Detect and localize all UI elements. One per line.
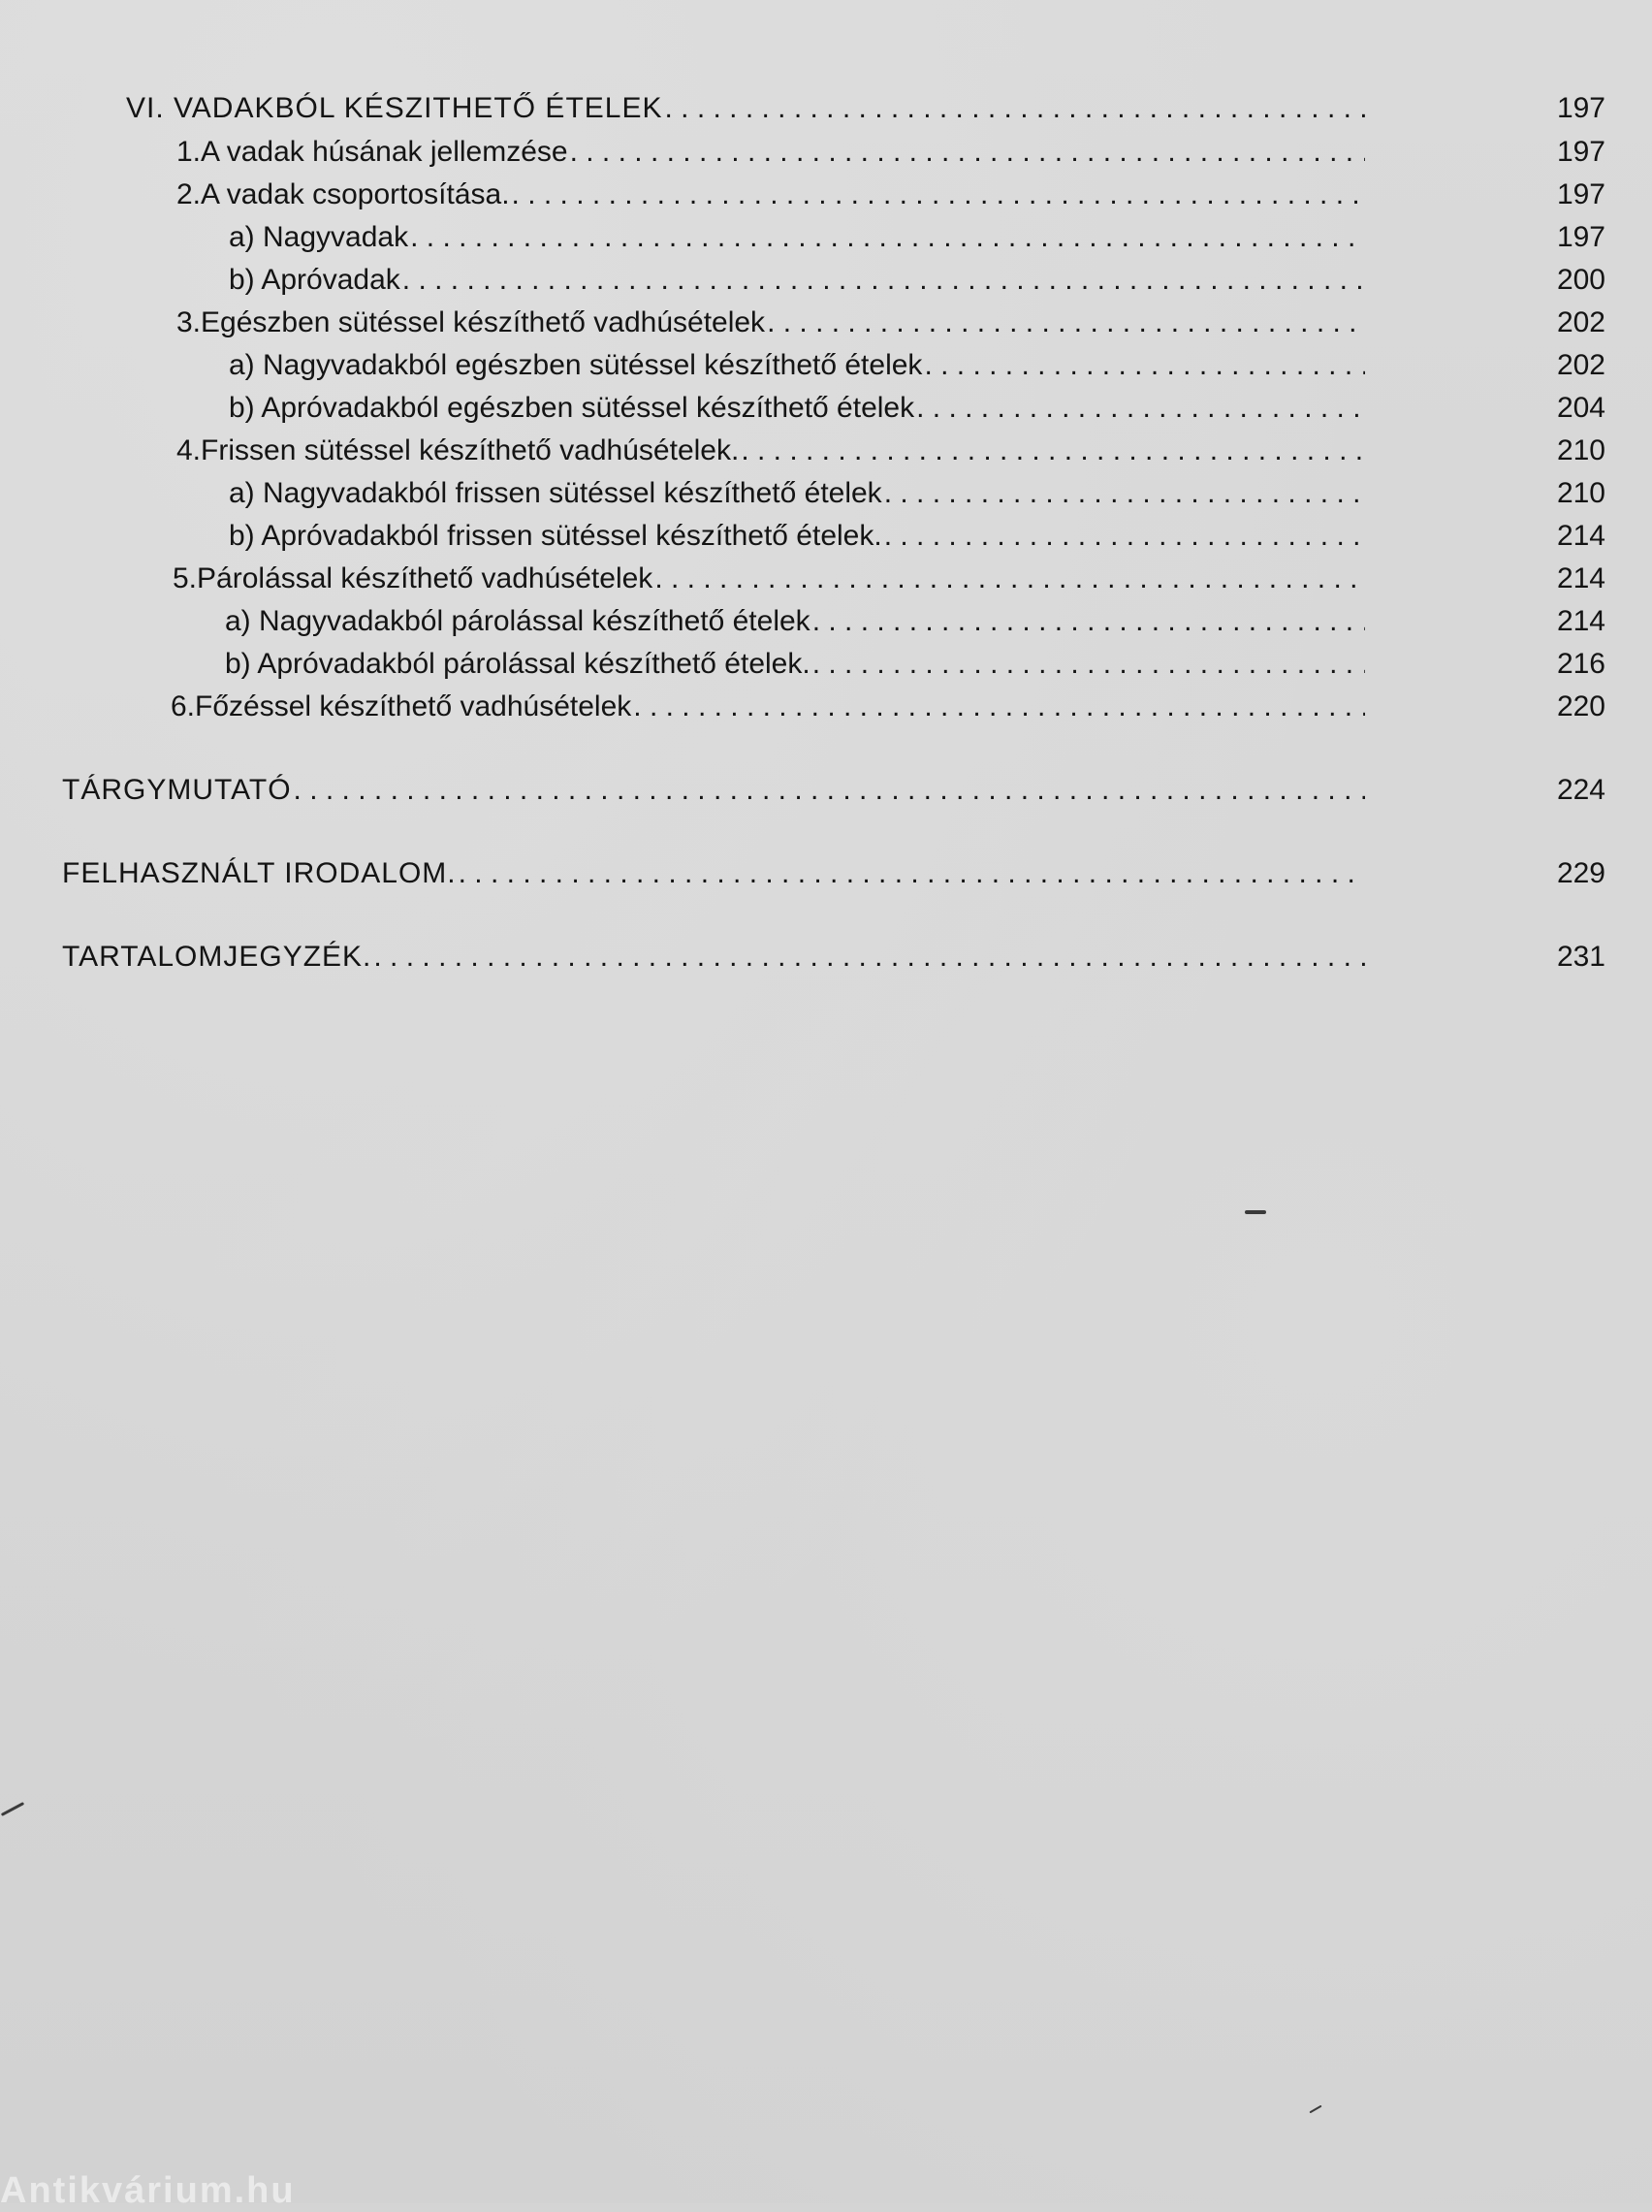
paper-speck xyxy=(1,1802,24,1816)
toc-entry-number: 6. xyxy=(171,690,196,722)
toc-entry-sub xyxy=(229,474,1365,513)
toc-entry-number: 3. xyxy=(176,306,202,338)
toc-page-number: 210 xyxy=(1556,477,1605,509)
toc-entry-number: 5. xyxy=(173,562,198,594)
toc-entry-chapter-vi xyxy=(126,89,1365,128)
toc-entry-text: b) Apróvadakból frissen sütéssel készíthető ételek. xyxy=(229,520,882,552)
toc-page-number: 200 xyxy=(1556,264,1605,296)
dot-leader xyxy=(294,771,1365,810)
dot-leader xyxy=(884,517,1365,556)
toc-entry xyxy=(176,133,1365,172)
toc-page-number: 214 xyxy=(1556,520,1605,552)
toc-entry-number: 4. xyxy=(176,434,202,466)
dot-leader xyxy=(402,261,1365,300)
toc-page-number: 231 xyxy=(1556,941,1605,973)
toc-entry-number: 2. xyxy=(176,178,202,210)
toc-page-number: 197 xyxy=(1556,92,1605,124)
toc-entry-text: a) Nagyvadakból egészben sütéssel készíthető ételek xyxy=(229,349,923,381)
dot-leader xyxy=(812,645,1365,684)
toc-entry xyxy=(176,432,1365,470)
toc-entry-text: A vadak húsának jellemzése xyxy=(201,136,568,168)
toc-entry-text: Frissen sütéssel készíthető vadhúsételek. xyxy=(201,434,740,466)
toc-entry-text: b) Apróvadakból egészben sütéssel készíthető ételek xyxy=(229,392,915,424)
toc-page-number: 197 xyxy=(1556,221,1605,253)
dot-leader xyxy=(916,389,1365,428)
dot-leader xyxy=(884,474,1365,513)
toc-entry xyxy=(176,176,1365,214)
toc-page-number: 216 xyxy=(1556,648,1605,680)
toc-entry-sub xyxy=(225,645,1365,684)
dot-leader xyxy=(570,133,1365,172)
toc-page-number: 202 xyxy=(1556,306,1605,338)
toc-entry-index xyxy=(62,771,1365,810)
toc-entry-sub xyxy=(229,389,1365,428)
toc-entry-text: FELHASZNÁLT IRODALOM. xyxy=(62,857,457,889)
toc-page-number: 220 xyxy=(1556,690,1605,722)
toc-entry-text: a) Nagyvadakból párolással készíthető ételek xyxy=(225,605,810,637)
toc-entry-text: b) Apróvadakból párolással készíthető ételek. xyxy=(225,648,810,680)
dot-leader xyxy=(812,602,1365,641)
toc-entry-text: Egészben sütéssel készíthető vadhúsételek xyxy=(201,306,766,338)
toc-entry-sub xyxy=(225,602,1365,641)
toc-entry-sub xyxy=(229,218,1365,257)
paper-speck xyxy=(1245,1210,1266,1214)
dot-leader xyxy=(664,89,1365,128)
toc-entry-text: a) Nagyvadak xyxy=(229,221,409,253)
toc-entry xyxy=(176,304,1365,342)
toc-entry-contents xyxy=(62,938,1365,977)
toc-page-number: 214 xyxy=(1556,562,1605,594)
dot-leader xyxy=(512,176,1365,214)
dot-leader xyxy=(410,218,1365,257)
toc-entry-sub xyxy=(229,517,1365,556)
toc-page-number: 202 xyxy=(1556,349,1605,381)
toc-page-number: 229 xyxy=(1556,857,1605,889)
toc-entry-text: TÁRGYMUTATÓ xyxy=(62,774,292,806)
dot-leader xyxy=(459,854,1365,893)
toc-entry-sub xyxy=(229,261,1365,300)
toc-page-number: 197 xyxy=(1556,136,1605,168)
dot-leader xyxy=(924,346,1365,385)
toc-entry-bibliography xyxy=(62,854,1365,893)
toc-page-number: 210 xyxy=(1556,434,1605,466)
toc-page-number: 214 xyxy=(1556,605,1605,637)
toc-entry xyxy=(171,688,1365,726)
dot-leader xyxy=(741,432,1365,470)
toc-page-number: 224 xyxy=(1556,774,1605,806)
dot-leader xyxy=(373,938,1365,977)
watermark: Antikvárium.hu xyxy=(0,2170,296,2211)
dot-leader xyxy=(654,560,1365,598)
toc-page-number: 204 xyxy=(1556,392,1605,424)
toc-entry-text: TARTALOMJEGYZÉK. xyxy=(62,941,372,973)
toc-entry-text: VI. VADAKBÓL KÉSZITHETŐ ÉTELEK xyxy=(126,92,663,124)
toc-entry xyxy=(173,560,1365,598)
toc-entry-text: b) Apróvadak xyxy=(229,264,400,296)
toc-entry-text: Főzéssel készíthető vadhúsételek xyxy=(195,690,632,722)
toc-entry-text: A vadak csoportosítása. xyxy=(201,178,510,210)
toc-entry-sub xyxy=(229,346,1365,385)
toc-entry-text: a) Nagyvadakból frissen sütéssel készíthető ételek xyxy=(229,477,882,509)
paper-speck xyxy=(1309,2105,1321,2114)
dot-leader xyxy=(767,304,1365,342)
dot-leader xyxy=(633,688,1365,726)
toc-page-number: 197 xyxy=(1556,178,1605,210)
toc-entry-number: 1. xyxy=(176,136,202,168)
toc-entry-text: Párolással készíthető vadhúsételek xyxy=(197,562,653,594)
